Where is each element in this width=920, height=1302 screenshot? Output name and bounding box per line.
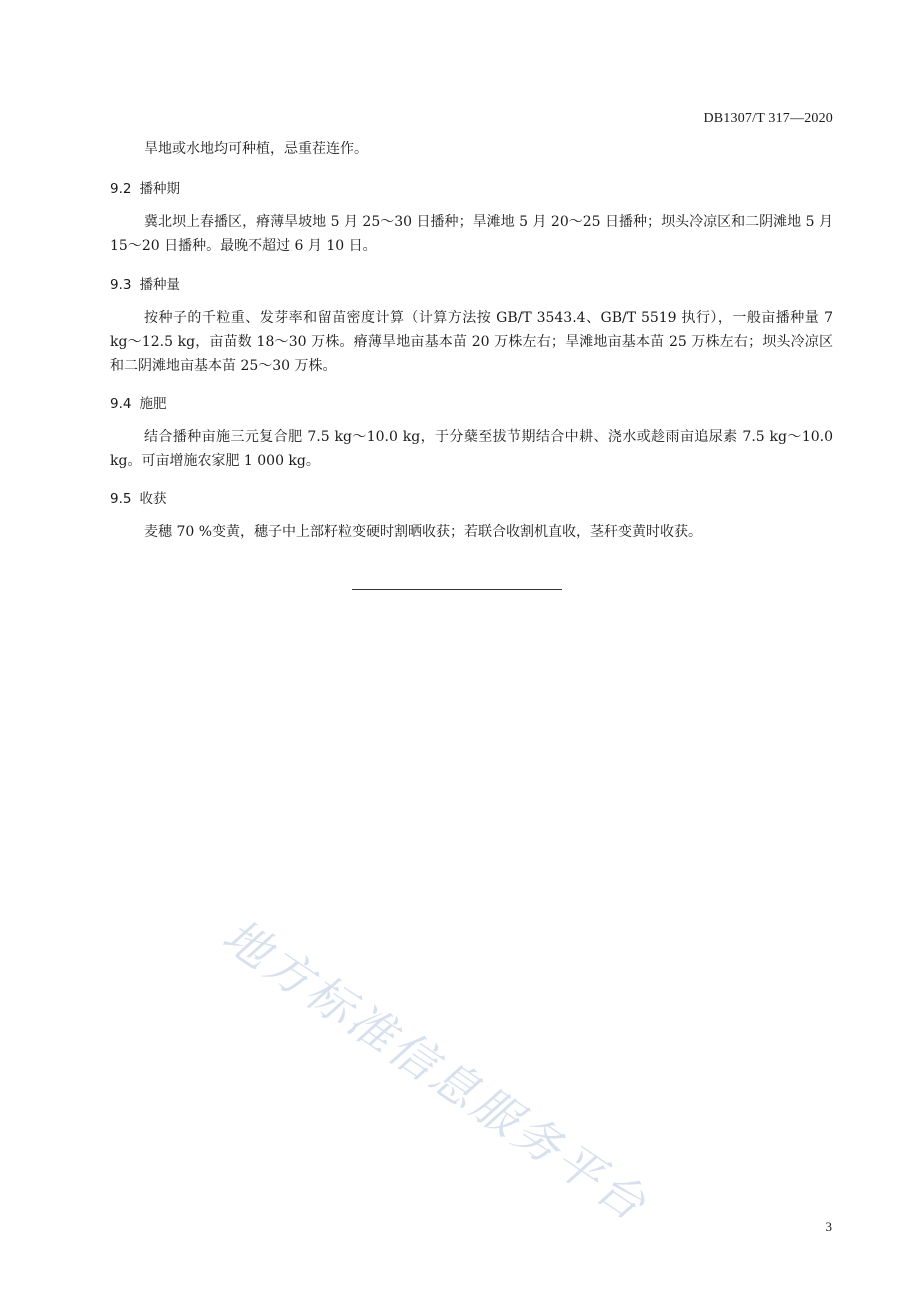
section-number: 9.3 bbox=[110, 277, 132, 293]
section-paragraph-9-3: 按种子的千粒重、发芽率和留苗密度计算（计算方法按 GB/T 3543.4、GB/T 5519 执行），一般亩播种量 7 kg～12.5 kg，亩苗数 18～30 万株。瘠薄旱地亩基本苗 20 万株左右；旱滩地亩基本苗 25 万株左右；坝头冷凉区和二阴滩地亩基本苗 25～30 万株。 bbox=[110, 310, 833, 374]
section-number: 9.2 bbox=[110, 181, 132, 197]
document-code: DB1307/T 317—2020 bbox=[703, 111, 833, 126]
section-heading-9-2 bbox=[110, 179, 833, 199]
page-number: 3 bbox=[825, 1219, 832, 1234]
section-paragraph-9-2: 冀北坝上春播区，瘠薄旱坡地 5 月 25～30 日播种；旱滩地 5 月 20～25 日播种；坝头冷凉区和二阴滩地 5 月 15～20 日播种。最晚不超过 6 月 10 日。 bbox=[110, 214, 833, 254]
intro-paragraph: 旱地或水地均可种植，忌重茬连作。 bbox=[144, 141, 368, 157]
section-heading-9-3 bbox=[110, 275, 833, 295]
section-heading-9-4 bbox=[110, 394, 833, 414]
section-title: 播种量 bbox=[139, 277, 180, 293]
section-paragraph-9-5: 麦穗 70 %变黄，穗子中上部籽粒变硬时割晒收获；若联合收割机直收，茎秆变黄时收获。 bbox=[144, 524, 703, 540]
watermark-text: 地方标准信息服务平台 bbox=[213, 908, 658, 1233]
end-of-document-rule bbox=[352, 589, 562, 590]
section-title: 收获 bbox=[139, 491, 167, 507]
section-paragraph-9-4: 结合播种亩施三元复合肥 7.5 kg～10.0 kg，于分蘖至拔节期结合中耕、浇水或趁雨亩追尿素 7.5 kg～10.0 kg。可亩增施农家肥 1 000 kg。 bbox=[110, 429, 833, 469]
section-number: 9.5 bbox=[110, 491, 132, 507]
section-title: 施肥 bbox=[139, 396, 167, 412]
section-title: 播种期 bbox=[139, 181, 180, 197]
document-body bbox=[110, 137, 833, 544]
section-heading-9-5 bbox=[110, 489, 833, 509]
section-number: 9.4 bbox=[110, 396, 132, 412]
